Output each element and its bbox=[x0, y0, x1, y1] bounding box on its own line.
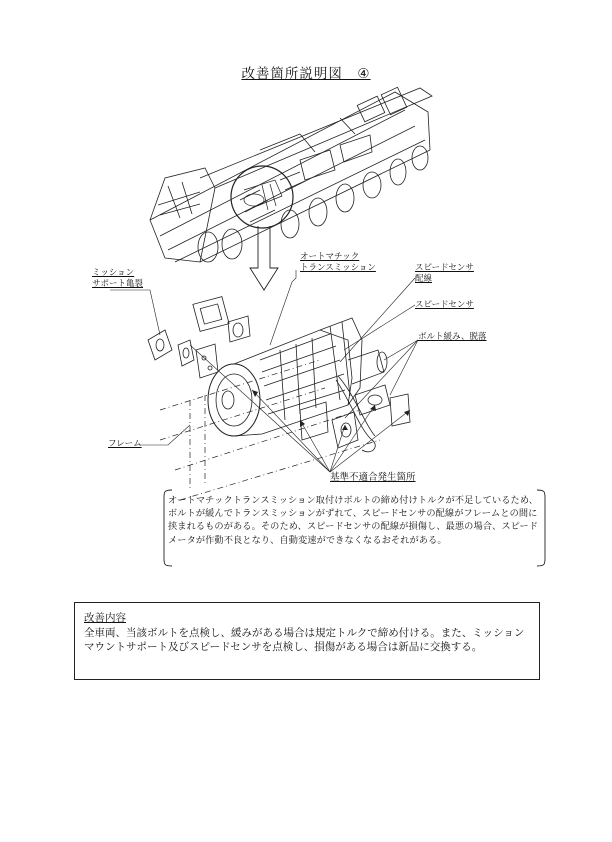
defect-description: オートマチックトランスミッション取付けボルトの締め付けトルクが不足しているため、ボルトが緩んでトランスミッションがずれて、スピードセンサの配線がフレームとの間に挟まれるものがある。そのため、スピードセンサの配線が損傷し、最悪の場合、スピードメータが作動不良となり、自動変速ができなくなるおそれがある。 bbox=[168, 495, 539, 546]
improvement-heading: 改善内容 bbox=[84, 612, 126, 624]
vehicle-illustration bbox=[150, 87, 432, 262]
page-title: 改善箇所説明図 ④ bbox=[241, 66, 371, 82]
label-speed-sensor: スピードセンサ bbox=[415, 300, 474, 310]
transmission-exploded-view bbox=[148, 297, 410, 500]
label-bolt-loose: ボルト緩み、脱落 bbox=[418, 332, 487, 342]
label-frame: フレーム bbox=[108, 439, 142, 449]
label-speed-sensor-wiring: スピードセンサ 配線 bbox=[415, 263, 474, 284]
label-nonconformity: 基準不適合発生箇所 bbox=[330, 472, 416, 483]
label-auto-transmission: オートマチック トランスミッション bbox=[300, 252, 376, 273]
label-mission-support: ミッション サポート亀裂 bbox=[92, 268, 144, 289]
improvement-body: 全車両、当該ボルトを点検し、緩みがある場合は規定トルクで締め付ける。また、ミッションマウントサポート及びスピードセンサを点検し、損傷がある場合は新品に交換する。 bbox=[84, 627, 525, 653]
